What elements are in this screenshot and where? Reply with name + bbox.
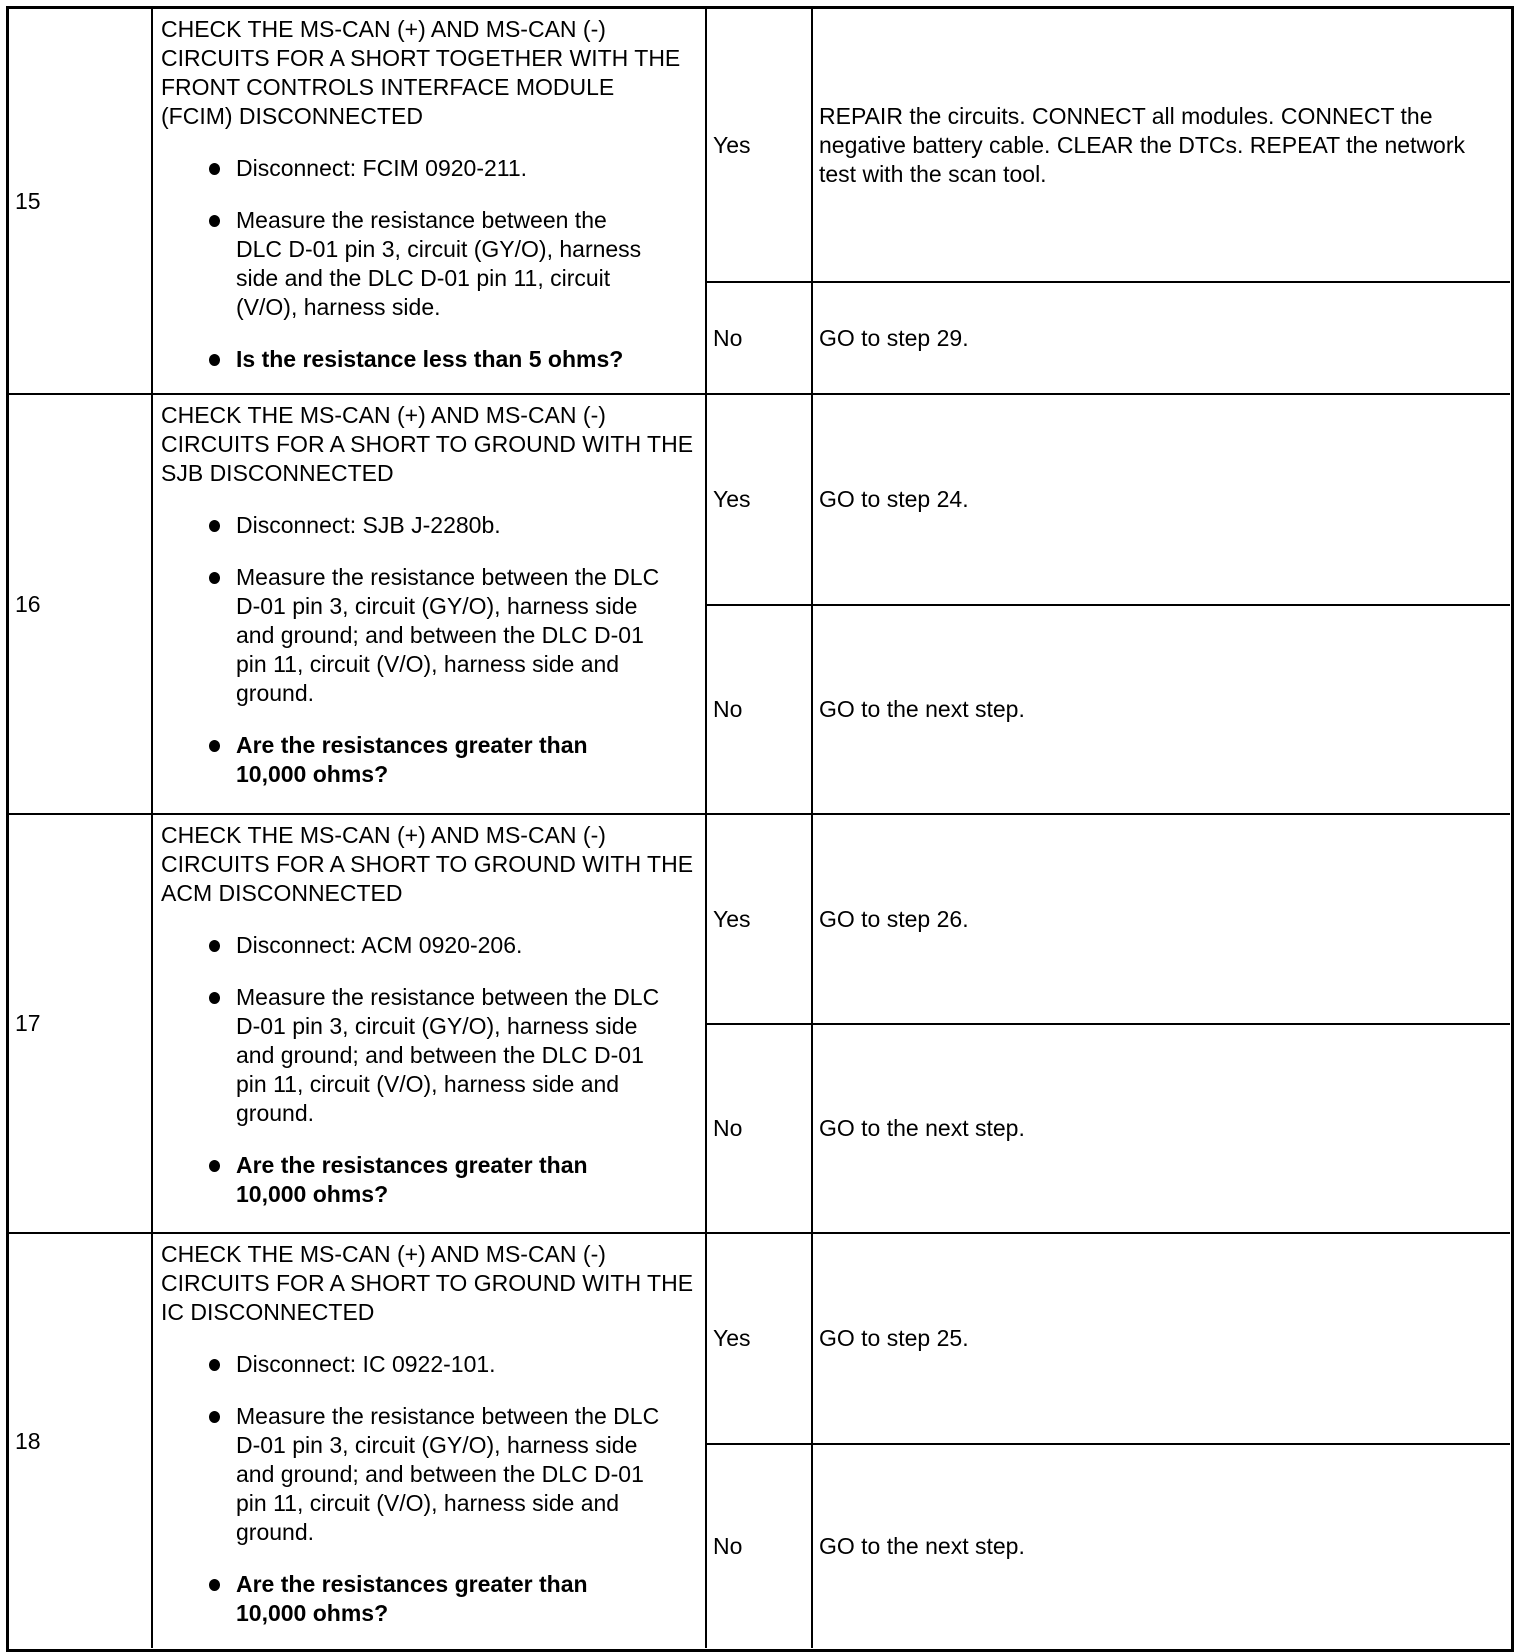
step-number: 15 [15, 187, 41, 214]
step-bullets [161, 1350, 697, 1628]
answer-no: No [713, 324, 743, 351]
action-text: GO to step 24. [819, 486, 969, 512]
step-title: CHECK THE MS-CAN (+) AND MS-CAN (-) CIRCUITS FOR A SHORT TO GROUND WITH THE ACM DISCONNECTED [161, 822, 694, 906]
step-bullets [161, 931, 697, 1209]
answer-no: No [713, 1533, 743, 1559]
bullet-item: Disconnect: SJB J-2280b. [161, 511, 697, 540]
step-description [153, 9, 705, 393]
step-title: CHECK THE MS-CAN (+) AND MS-CAN (-) CIRCUITS FOR A SHORT TO GROUND WITH THE IC DISCONNECTED [161, 1241, 694, 1325]
bullet-item: Measure the resistance between the DLC D-01 pin 3, circuit (GY/O), harness side and ground; and between the DLC D-01 pin 11, circuit (V/O), harness side and ground. [161, 983, 666, 1128]
bullet-icon [209, 354, 220, 366]
bullet-icon [209, 1411, 220, 1423]
bullet-icon [209, 163, 220, 175]
action-text: GO to the next step. [819, 1115, 1025, 1141]
action-no [813, 283, 1510, 393]
step-bullets [161, 154, 697, 374]
bullet-item: Disconnect: IC 0922-101. [161, 1350, 697, 1379]
bullet-question: Are the resistances greater than 10,000 ohms? [161, 731, 616, 789]
step-description [153, 1234, 705, 1648]
bullet-question: Is the resistance less than 5 ohms? [161, 345, 697, 374]
action-text: GO to the next step. [819, 1533, 1025, 1559]
bullet-question: Are the resistances greater than 10,000 ohms? [161, 1151, 616, 1209]
bullet-icon [209, 1160, 220, 1172]
action-no [813, 606, 1510, 813]
bullet-icon [209, 740, 220, 752]
bullet-icon [209, 572, 220, 584]
action-yes [813, 1234, 1510, 1443]
action-no [813, 1445, 1510, 1648]
bullet-item: Measure the resistance between the DLC D-01 pin 3, circuit (GY/O), harness side and the DLC D-01 pin 11, circuit (V/O), harness side. [161, 206, 656, 322]
action-text: GO to step 25. [819, 1325, 969, 1351]
step-description [153, 395, 705, 813]
action-text: GO to step 26. [819, 905, 969, 932]
answer-yes: Yes [713, 905, 751, 932]
bullet-item: Measure the resistance between the DLC D-01 pin 3, circuit (GY/O), harness side and ground; and between the DLC D-01 pin 11, circuit (V/O), harness side and ground. [161, 563, 666, 708]
bullet-icon [209, 1359, 220, 1371]
step-title: CHECK THE MS-CAN (+) AND MS-CAN (-) CIRCUITS FOR A SHORT TOGETHER WITH THE FRONT CONTROLS INTERFACE MODULE (FCIM) DISCONNECTED [161, 16, 681, 129]
action-text: GO to step 29. [819, 324, 969, 351]
step-number: 16 [15, 590, 41, 617]
bullet-icon [209, 1579, 220, 1591]
step-bullets [161, 511, 697, 789]
action-text: REPAIR the circuits. CONNECT all modules. CONNECT the negative battery cable. CLEAR the DTCs. REPEAT the network test with the scan tool. [819, 102, 1465, 187]
bullet-icon [209, 215, 220, 227]
bullet-icon [209, 520, 220, 532]
answer-yes: Yes [713, 486, 751, 512]
answer-no: No [713, 696, 743, 722]
answer-yes: Yes [713, 1325, 751, 1351]
action-yes [813, 395, 1510, 604]
step-title: CHECK THE MS-CAN (+) AND MS-CAN (-) CIRCUITS FOR A SHORT TO GROUND WITH THE SJB DISCONNECTED [161, 402, 694, 486]
bullet-item: Disconnect: ACM 0920-206. [161, 931, 697, 960]
action-no [813, 1025, 1510, 1232]
bullet-item: Measure the resistance between the DLC D-01 pin 3, circuit (GY/O), harness side and ground; and between the DLC D-01 pin 11, circuit (V/O), harness side and ground. [161, 1402, 666, 1547]
action-yes [813, 9, 1510, 281]
answer-no: No [713, 1115, 743, 1141]
action-yes [813, 815, 1510, 1023]
step-description [153, 815, 705, 1232]
step-number: 17 [15, 1010, 41, 1036]
action-text: GO to the next step. [819, 696, 1025, 722]
bullet-icon [209, 992, 220, 1004]
bullet-question: Are the resistances greater than 10,000 ohms? [161, 1570, 616, 1628]
step-number: 18 [15, 1427, 41, 1454]
bullet-icon [209, 940, 220, 952]
bullet-item: Disconnect: FCIM 0920-211. [161, 154, 697, 183]
answer-yes: Yes [713, 131, 751, 158]
